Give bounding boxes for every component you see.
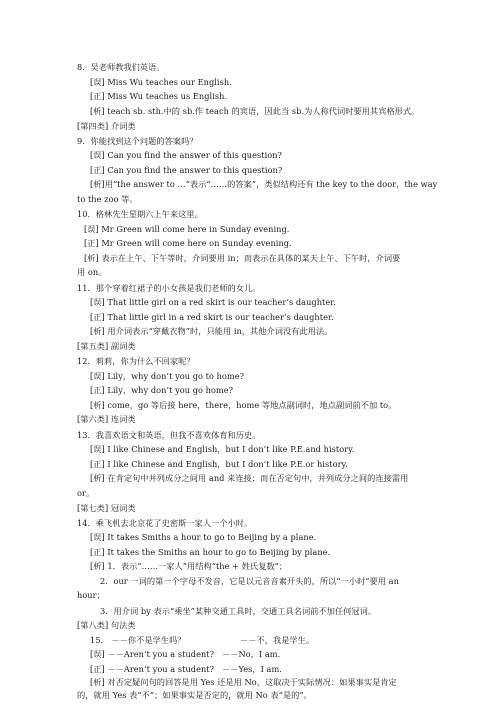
question-14: 14．乘飞机去北京花了史密斯一家人一个小时。 bbox=[77, 517, 253, 528]
correct-reply: －－Yes，I am. bbox=[222, 663, 282, 674]
analysis-continued: hour； bbox=[77, 590, 105, 601]
wrong-sentence: [误] I like Chinese and English，but I don’t like P.E.and history. bbox=[90, 444, 355, 455]
correct-sentence: [正] It takes the Smiths an hour to go to Beijing by plane. bbox=[90, 546, 331, 557]
analysis: [析] 在肯定句中并列成分之间用 and 来连接；而在否定句中，并列成分之间的连接需用 bbox=[90, 473, 409, 484]
analysis: [析] 对否定疑问句的回答是用 Yes 还是用 No，这取决于实际情况：如果事实是肯定 bbox=[90, 677, 397, 688]
wrong-sentence: [误] Lily，why don’t you go to home? bbox=[90, 370, 245, 381]
correct-sentence: [正] Miss Wu teaches us English. bbox=[90, 91, 228, 101]
wrong-sentence: [误] That little girl on a red skirt is our teacher’s daughter. bbox=[90, 297, 336, 308]
analysis-point: 3．用介词 by 表示“乘坐”某种交通工具时，交通工具名词前不加任何冠词。 bbox=[100, 605, 377, 616]
wrong-reply: －－No，I am. bbox=[222, 649, 281, 660]
correct-sentence: [正] Can you find the answer to this question? bbox=[90, 164, 283, 175]
correct-sentence: [正] That little girl in a red skirt is our teacher’s daughter. bbox=[90, 311, 334, 322]
question-8: 8．吴老师教我们英语。 bbox=[77, 62, 165, 72]
analysis-continued: or。 bbox=[77, 487, 95, 498]
question-12: 12．莉莉，你为什么不回家呢？ bbox=[77, 356, 195, 367]
category-heading: [第五类] 副词类 bbox=[77, 340, 136, 351]
question-13: 13．我喜欢语文和英语，但我不喜欢体育和历史。 bbox=[77, 429, 261, 440]
question-10: 10．格林先生星期六上午来这里。 bbox=[77, 209, 203, 220]
category-heading: [第七类] 冠词类 bbox=[77, 503, 136, 514]
analysis: [析] 用介词表示“穿戴衣物”时，只能用 in，其他介词没有此用法。 bbox=[90, 326, 333, 337]
question-11: 11．那个穿着红裙子的小女孩是我们老师的女儿。 bbox=[77, 282, 261, 293]
wrong-sentence: [误] Mr Green will come here in Sunday evening. bbox=[84, 223, 290, 234]
wrong-sentence: [误] Can you find the answer of this question? bbox=[90, 150, 282, 161]
analysis: [析] 表示在上午、下午等时，介词要用 in；而表示在具体的某天上午、下午时，介词要 bbox=[84, 252, 401, 263]
analysis-continued: 的，就用 Yes 表“不”；如果事实是否定的，就用 No 表“是的”。 bbox=[77, 690, 312, 700]
analysis: [析] 1．表示“……一家人”用结构“the + 姓氏复数”； bbox=[90, 561, 288, 572]
wrong-sentence: [误] Miss Wu teaches our English. bbox=[90, 76, 232, 87]
analysis-continued: 用 on。 bbox=[77, 267, 107, 278]
analysis-continued: to the zoo 等。 bbox=[77, 193, 138, 204]
analysis: [析] come，go 等后接 here，there，home 等地点副词时，地点副词前不加 to。 bbox=[90, 399, 397, 410]
question-15-reply: －－不，我是学生。 bbox=[240, 634, 315, 645]
question-15: 15． －－你不是学生吗？ bbox=[90, 634, 186, 645]
analysis-point: 2．our 一词的第一个字母不发音，它是以元音音素开头的，所以“一小时”要用 an bbox=[100, 575, 399, 586]
wrong-question: [误] －－Aren’t you a student? bbox=[90, 649, 215, 660]
category-heading: [第四类] 介词类 bbox=[77, 121, 136, 131]
analysis: [析] teach sb. sth.中的 sb.作 teach 的宾语，因此当 sb.为人称代词时要用其宾格形式。 bbox=[90, 105, 420, 116]
correct-sentence: [正] Mr Green will come here on Sunday evening. bbox=[84, 238, 292, 249]
analysis: [析]用“the answer to …”表示“……的答案”，类似结构还有 the key to the door，the way bbox=[90, 179, 438, 190]
category-heading: [第六类] 连词类 bbox=[77, 414, 136, 425]
wrong-sentence: [误] It takes Smiths a hour to go to Beijing by a plane. bbox=[90, 532, 317, 543]
correct-sentence: [正] Lily，why don’t you go home? bbox=[90, 385, 234, 396]
question-9: 9．你能找到这个问题的答案吗？ bbox=[77, 135, 198, 146]
correct-sentence: [正] I like Chinese and English，but I don’t like P.E.or history. bbox=[90, 458, 348, 469]
category-heading: [第八类] 句法类 bbox=[77, 620, 136, 631]
correct-question: [正] －－Aren’t you a student? bbox=[90, 663, 215, 674]
